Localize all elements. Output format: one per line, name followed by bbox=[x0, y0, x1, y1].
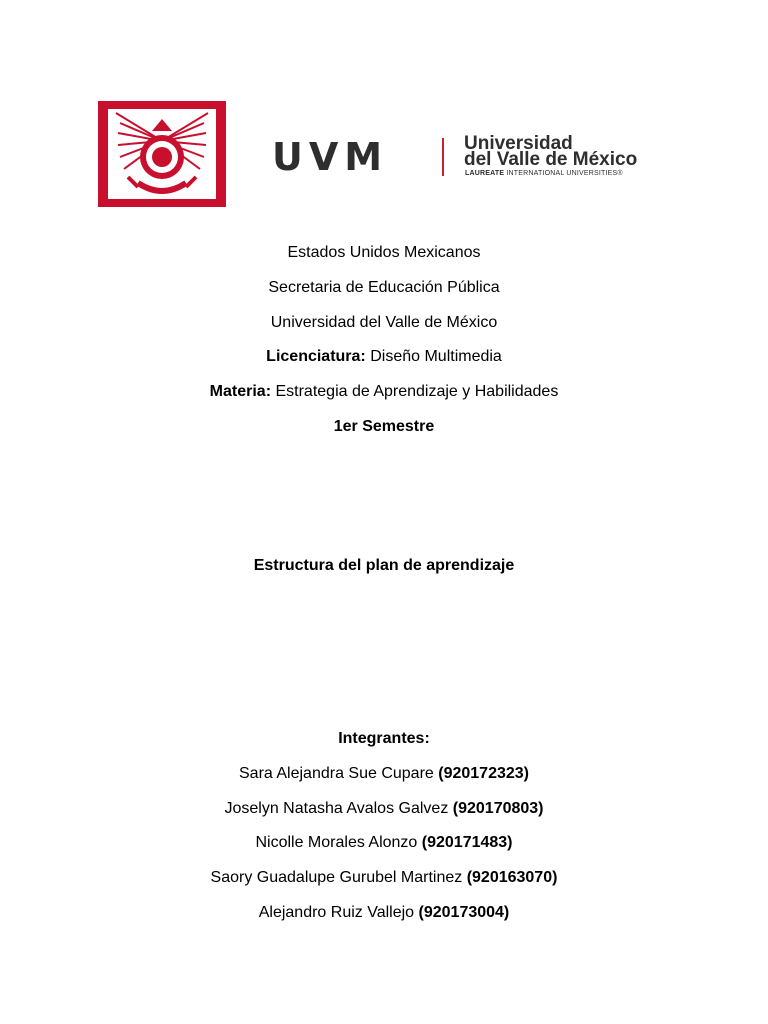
member-name: Nicolle Morales Alonzo bbox=[255, 834, 422, 851]
university-line: Universidad del Valle de México bbox=[270, 314, 498, 331]
member-line bbox=[0, 799, 768, 819]
semester-line: 1er Semestre bbox=[333, 418, 435, 435]
member-line bbox=[0, 903, 768, 923]
members-heading: Integrantes: bbox=[338, 730, 430, 747]
member-id: (920163070) bbox=[466, 869, 558, 886]
subject-value: Estrategia de Aprendizaje y Habilidades bbox=[271, 383, 559, 400]
member-id: (920172323) bbox=[438, 765, 529, 782]
member-line bbox=[0, 868, 768, 888]
ministry-line: Secretaria de Educación Pública bbox=[268, 279, 500, 296]
member-name: Alejandro Ruiz Vallejo bbox=[258, 904, 419, 921]
uvm-logo-divider bbox=[442, 138, 444, 176]
uvm-logo bbox=[272, 132, 667, 182]
uvm-logo-name-line1: Universidad bbox=[464, 133, 573, 154]
uvm-logo-laureate: LAUREATE INTERNATIONAL UNIVERSITIES® bbox=[465, 170, 623, 177]
member-name: Sara Alejandra Sue Cupare bbox=[239, 765, 439, 782]
document-title: Estructura del plan de aprendizaje bbox=[253, 557, 515, 574]
degree-value: Diseño Multimedia bbox=[365, 348, 502, 365]
member-id: (920170803) bbox=[452, 800, 544, 817]
member-line bbox=[0, 833, 768, 853]
subject-label: Materia: bbox=[209, 383, 272, 400]
uvm-logo-letters: UVM bbox=[272, 135, 389, 179]
member-line bbox=[0, 764, 768, 784]
member-id: (920171483) bbox=[421, 834, 513, 851]
degree-label: Licenciatura: bbox=[266, 348, 366, 365]
sep-seal-logo bbox=[98, 101, 226, 207]
country-line: Estados Unidos Mexicanos bbox=[287, 244, 481, 261]
degree-line bbox=[0, 347, 768, 367]
subject-line bbox=[0, 382, 768, 402]
member-id: (920173004) bbox=[418, 904, 510, 921]
member-name: Joselyn Natasha Avalos Galvez bbox=[224, 800, 453, 817]
member-name: Saory Guadalupe Gurubel Martinez bbox=[210, 869, 467, 886]
uvm-logo-name-line2: del Valle de México bbox=[464, 149, 638, 170]
